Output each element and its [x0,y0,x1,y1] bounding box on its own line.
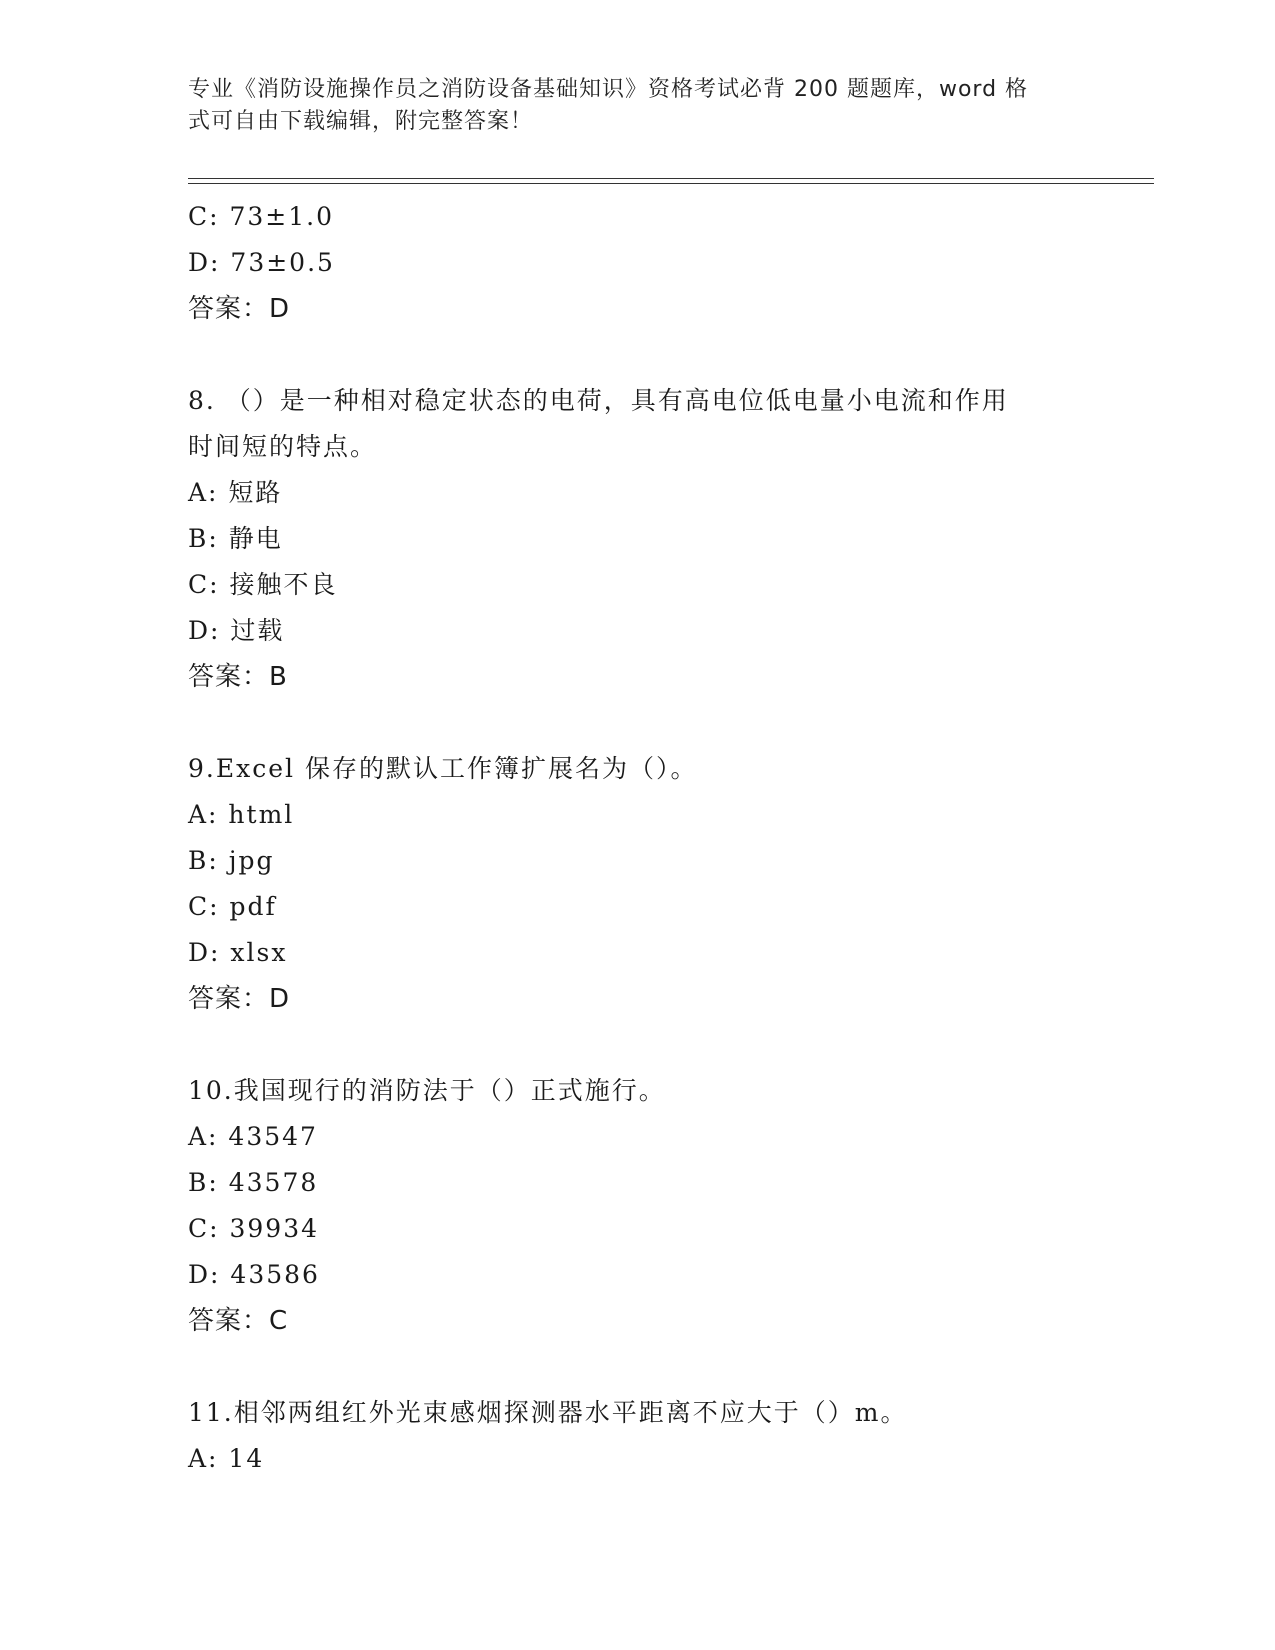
option-b: B: jpg [188,846,275,875]
question-stem: 9.Excel 保存的默认工作簿扩展名为（）。 [188,754,698,783]
document-header [188,74,1068,138]
question-9 [188,746,1088,1022]
question-8 [188,378,1088,700]
answer-label: 答案：C [188,1306,289,1336]
question-stem-continued: 时间短的特点。 [188,432,378,461]
option-d: D: 43586 [188,1260,320,1289]
header-divider-bottom [188,183,1154,184]
question-11 [188,1390,1088,1482]
answer-label: 答案：D [188,294,291,324]
option-b: B: 43578 [188,1168,319,1197]
option-c: C: 39934 [188,1214,320,1243]
question-list [188,194,1088,1482]
option-b: B: 静电 [188,524,283,553]
answer-label: 答案：B [188,662,288,692]
option-a: A: 短路 [188,478,283,507]
option-c: C: 73±1.0 [188,202,335,231]
option-d: D: 73±0.5 [188,248,335,277]
question-10 [188,1068,1088,1344]
question-stem: 8. （）是一种相对稳定状态的电荷，具有高电位低电量小电流和作用 [188,386,1009,415]
option-d: D: xlsx [188,938,288,967]
question-7-tail [188,194,1088,332]
answer-label: 答案：D [188,984,291,1014]
question-stem: 11.相邻两组红外光束感烟探测器水平距离不应大于（）m。 [188,1398,908,1427]
header-line-2: 式可自由下载编辑，附完整答案！ [188,109,534,134]
option-c: C: pdf [188,892,277,921]
option-c: C: 接触不良 [188,570,338,599]
header-line-1: 专业《消防设施操作员之消防设备基础知识》资格考试必背 200 题题库，word 格 [188,77,1029,102]
option-a: A: 14 [188,1444,265,1473]
option-d: D: 过载 [188,616,285,645]
header-divider-top [188,178,1154,179]
option-a: A: 43547 [188,1122,318,1151]
question-stem: 10.我国现行的消防法于（）正式施行。 [188,1076,666,1105]
option-a: A: html [188,800,295,829]
